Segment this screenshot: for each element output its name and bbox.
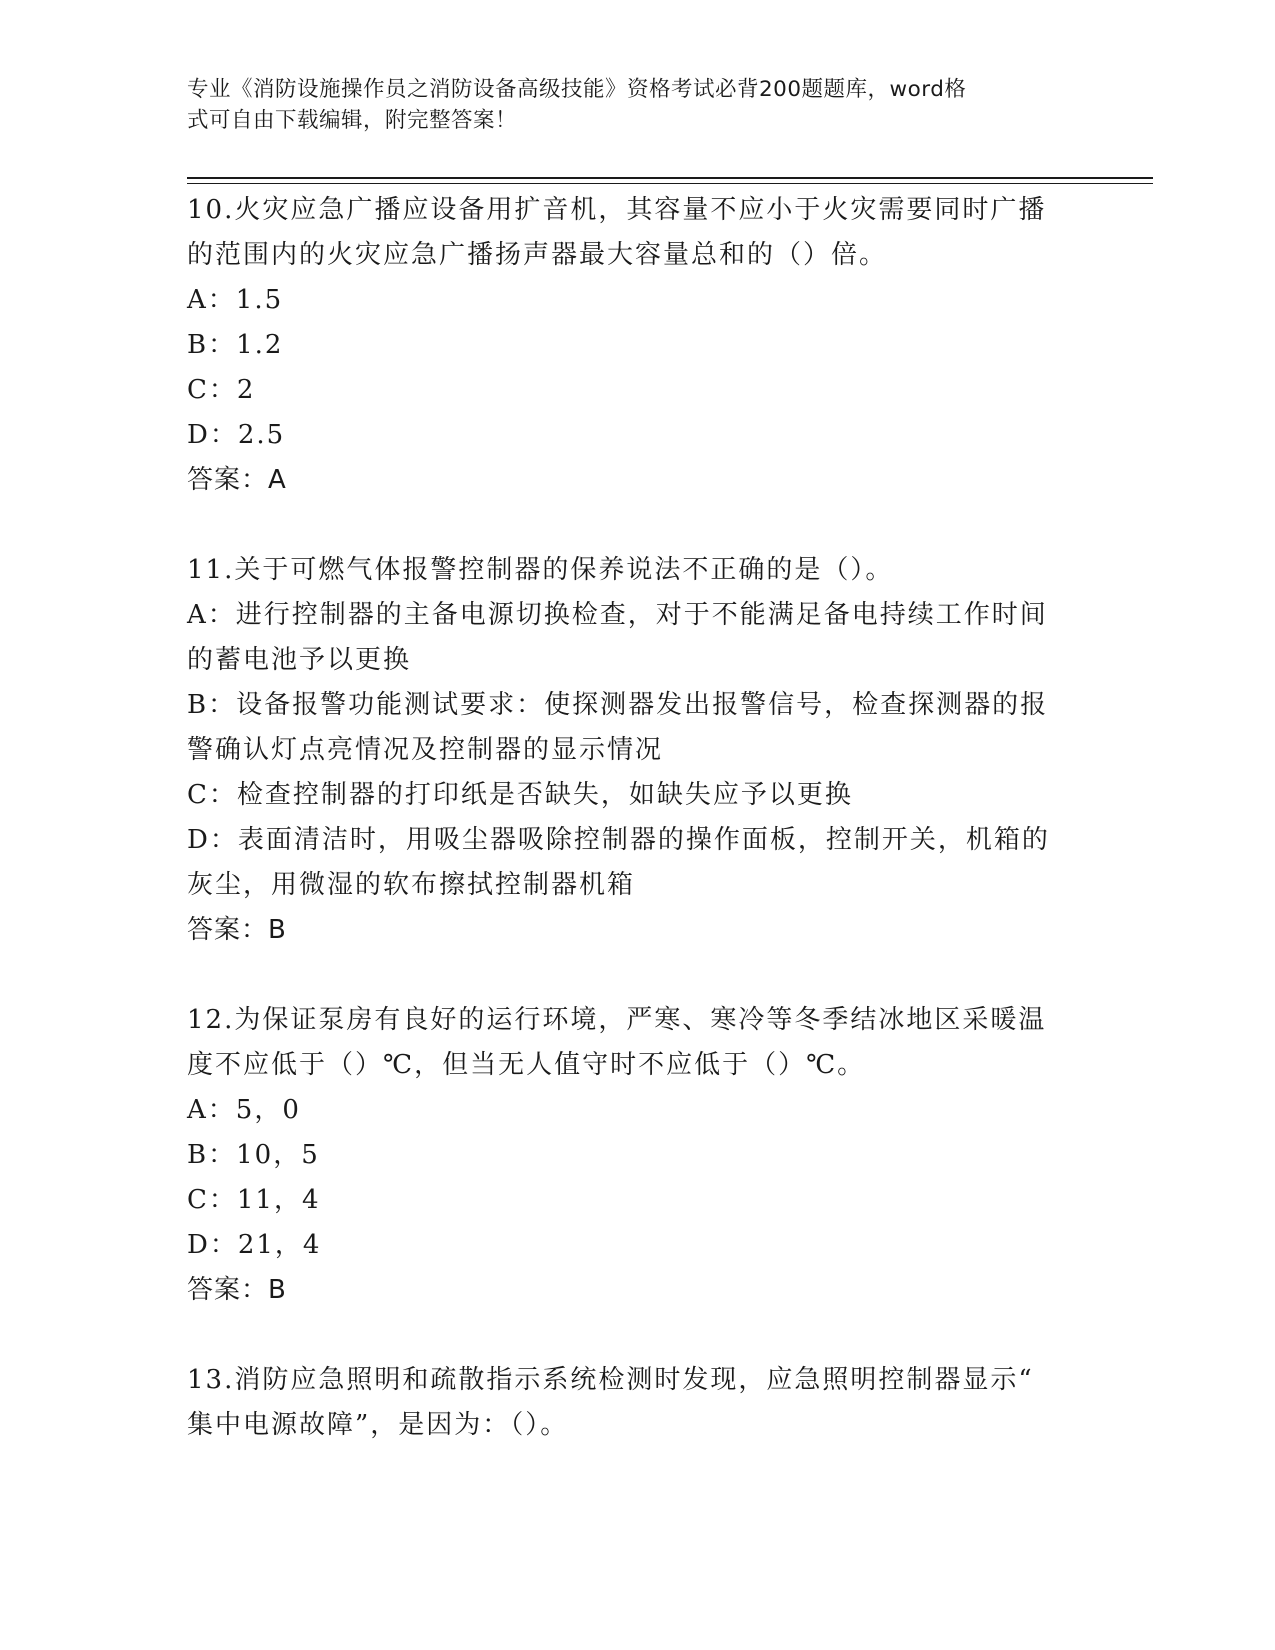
answer-label: 答案：B [187, 915, 287, 945]
answer-label: 答案：B [187, 1275, 287, 1305]
option-d: D：2.5 [187, 420, 286, 450]
question-10 [187, 188, 1077, 503]
question-stem-line: 10.火灾应急广播应设备用扩音机，其容量不应小于火灾需要同时广播 [187, 195, 1047, 225]
option-d: D：表面清洁时，用吸尘器吸除控制器的操作面板，控制开关，机箱的 [187, 825, 1050, 855]
question-list [187, 188, 1077, 1493]
option-a: A：1.5 [187, 285, 284, 315]
header-line-1: 专业《消防设施操作员之消防设备高级技能》资格考试必背200题题库，word格 [187, 77, 967, 102]
question-stem-line: 度不应低于（）℃，但当无人值守时不应低于（）℃。 [187, 1050, 866, 1080]
question-11 [187, 548, 1077, 953]
option-c: C：11，4 [187, 1185, 321, 1215]
question-stem-line: 13.消防应急照明和疏散指示系统检测时发现，应急照明控制器显示“ [187, 1365, 1034, 1395]
option-b-continued: 警确认灯点亮情况及控制器的显示情况 [187, 735, 664, 765]
option-d-continued: 灰尘，用微湿的软布擦拭控制器机箱 [187, 870, 636, 900]
option-b: B：10，5 [187, 1140, 320, 1170]
option-c: C：检查控制器的打印纸是否缺失，如缺失应予以更换 [187, 780, 853, 810]
document-header [187, 74, 1067, 136]
question-stem-line: 12.为保证泵房有良好的运行环境，严寒、寒冷等冬季结冰地区采暖温 [187, 1005, 1047, 1035]
option-a: A：进行控制器的主备电源切换检查，对于不能满足备电持续工作时间 [187, 600, 1048, 630]
option-c: C：2 [187, 375, 256, 405]
option-a-continued: 的蓄电池予以更换 [187, 645, 412, 675]
header-divider-thin [187, 183, 1153, 184]
question-stem-line: 的范围内的火灾应急广播扬声器最大容量总和的（）倍。 [187, 240, 888, 270]
question-stem-line: 11.关于可燃气体报警控制器的保养说法不正确的是（）。 [187, 555, 894, 585]
option-d: D：21，4 [187, 1230, 322, 1260]
header-divider-thick [187, 177, 1153, 179]
question-12 [187, 998, 1077, 1313]
header-line-2: 式可自由下载编辑，附完整答案！ [187, 108, 518, 133]
option-a: A：5，0 [187, 1095, 301, 1125]
option-b: B：1.2 [187, 330, 284, 360]
question-13 [187, 1358, 1077, 1448]
answer-label: 答案：A [187, 465, 287, 495]
question-stem-line: 集中电源故障”，是因为：（）。 [187, 1410, 569, 1440]
option-b: B：设备报警功能测试要求：使探测器发出报警信号，检查探测器的报 [187, 690, 1049, 720]
